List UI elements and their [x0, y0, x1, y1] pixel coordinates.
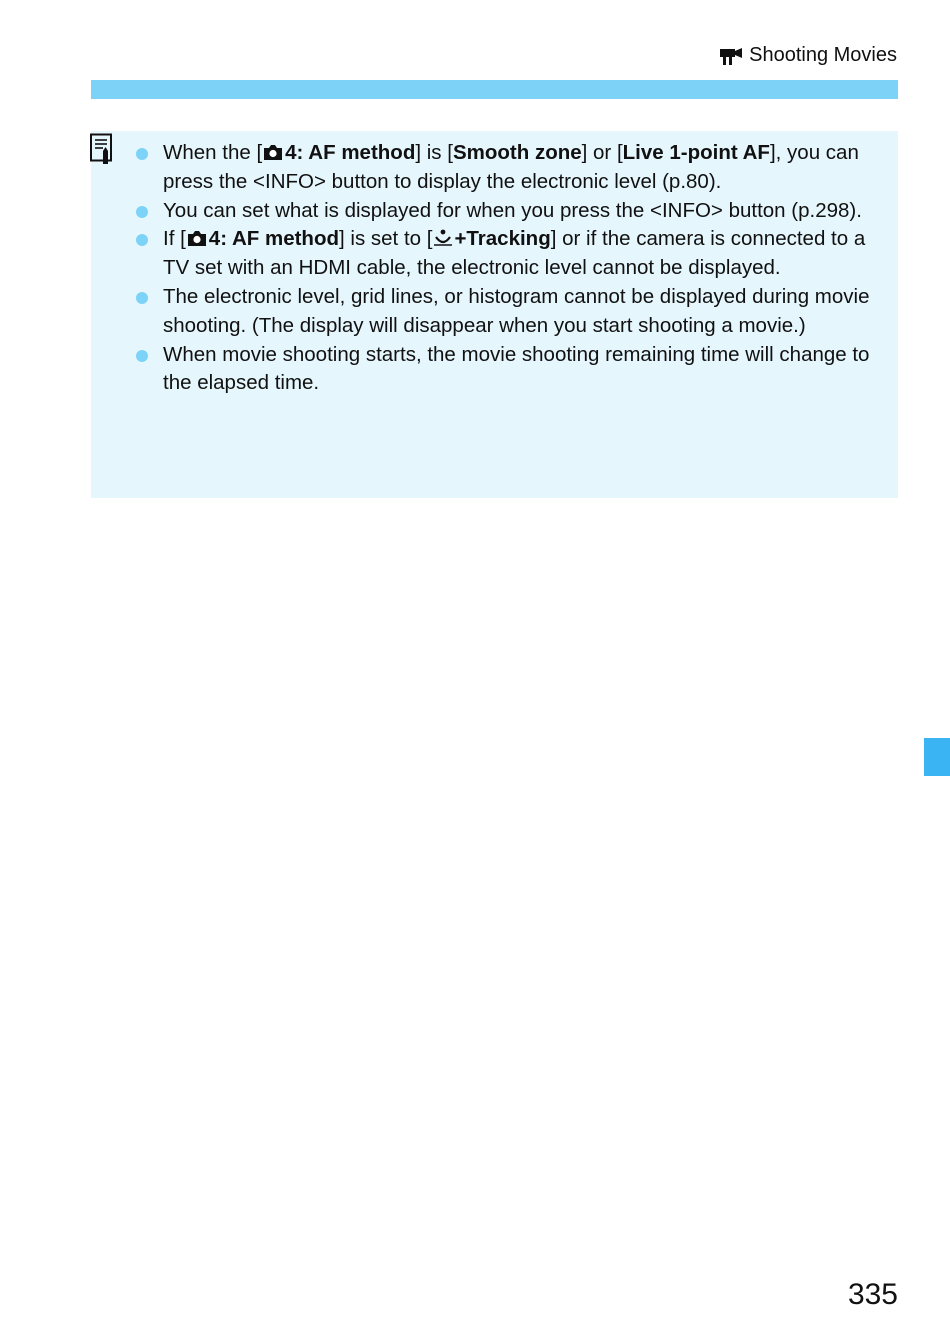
info-button-label: INFO: [265, 169, 314, 193]
list-item: When the [ 4: AF method] is [Smooth zone] or [Live 1-point AF], you can press the <INFO> button to display the electronic level (p.80).: [163, 139, 888, 197]
header-bar: [91, 80, 898, 99]
header-title: Shooting Movies: [749, 44, 897, 66]
list-item: If [ 4: AF method] is set to [ +Tracking] or if the camera is connected to a TV set with an HDMI cable, the electronic level cannot be displayed.: [163, 225, 888, 283]
page-header: [719, 44, 897, 67]
movie-camera-icon: [719, 46, 743, 66]
list-item: When movie shooting starts, the movie shooting remaining time will change to the elapsed time.: [163, 341, 888, 399]
bullet: [136, 206, 148, 218]
list-item: You can set what is displayed for when you press the <INFO> button (p.298).: [163, 197, 888, 226]
bullet: [136, 292, 148, 304]
chapter-tab: [924, 738, 950, 776]
note-icon: [89, 133, 117, 165]
info-button-label: INFO: [661, 198, 711, 222]
bullet: [136, 350, 148, 362]
bullet: [136, 148, 148, 160]
note-list: [163, 139, 888, 398]
camera-icon: [262, 143, 284, 161]
list-item: The electronic level, grid lines, or histogram cannot be displayed during movie shooting. (The display will disappear when you start shooting a movie.): [163, 283, 888, 341]
page-number: 335: [847, 1278, 898, 1311]
face-tracking-icon: [432, 228, 454, 248]
camera-icon: [186, 229, 208, 247]
